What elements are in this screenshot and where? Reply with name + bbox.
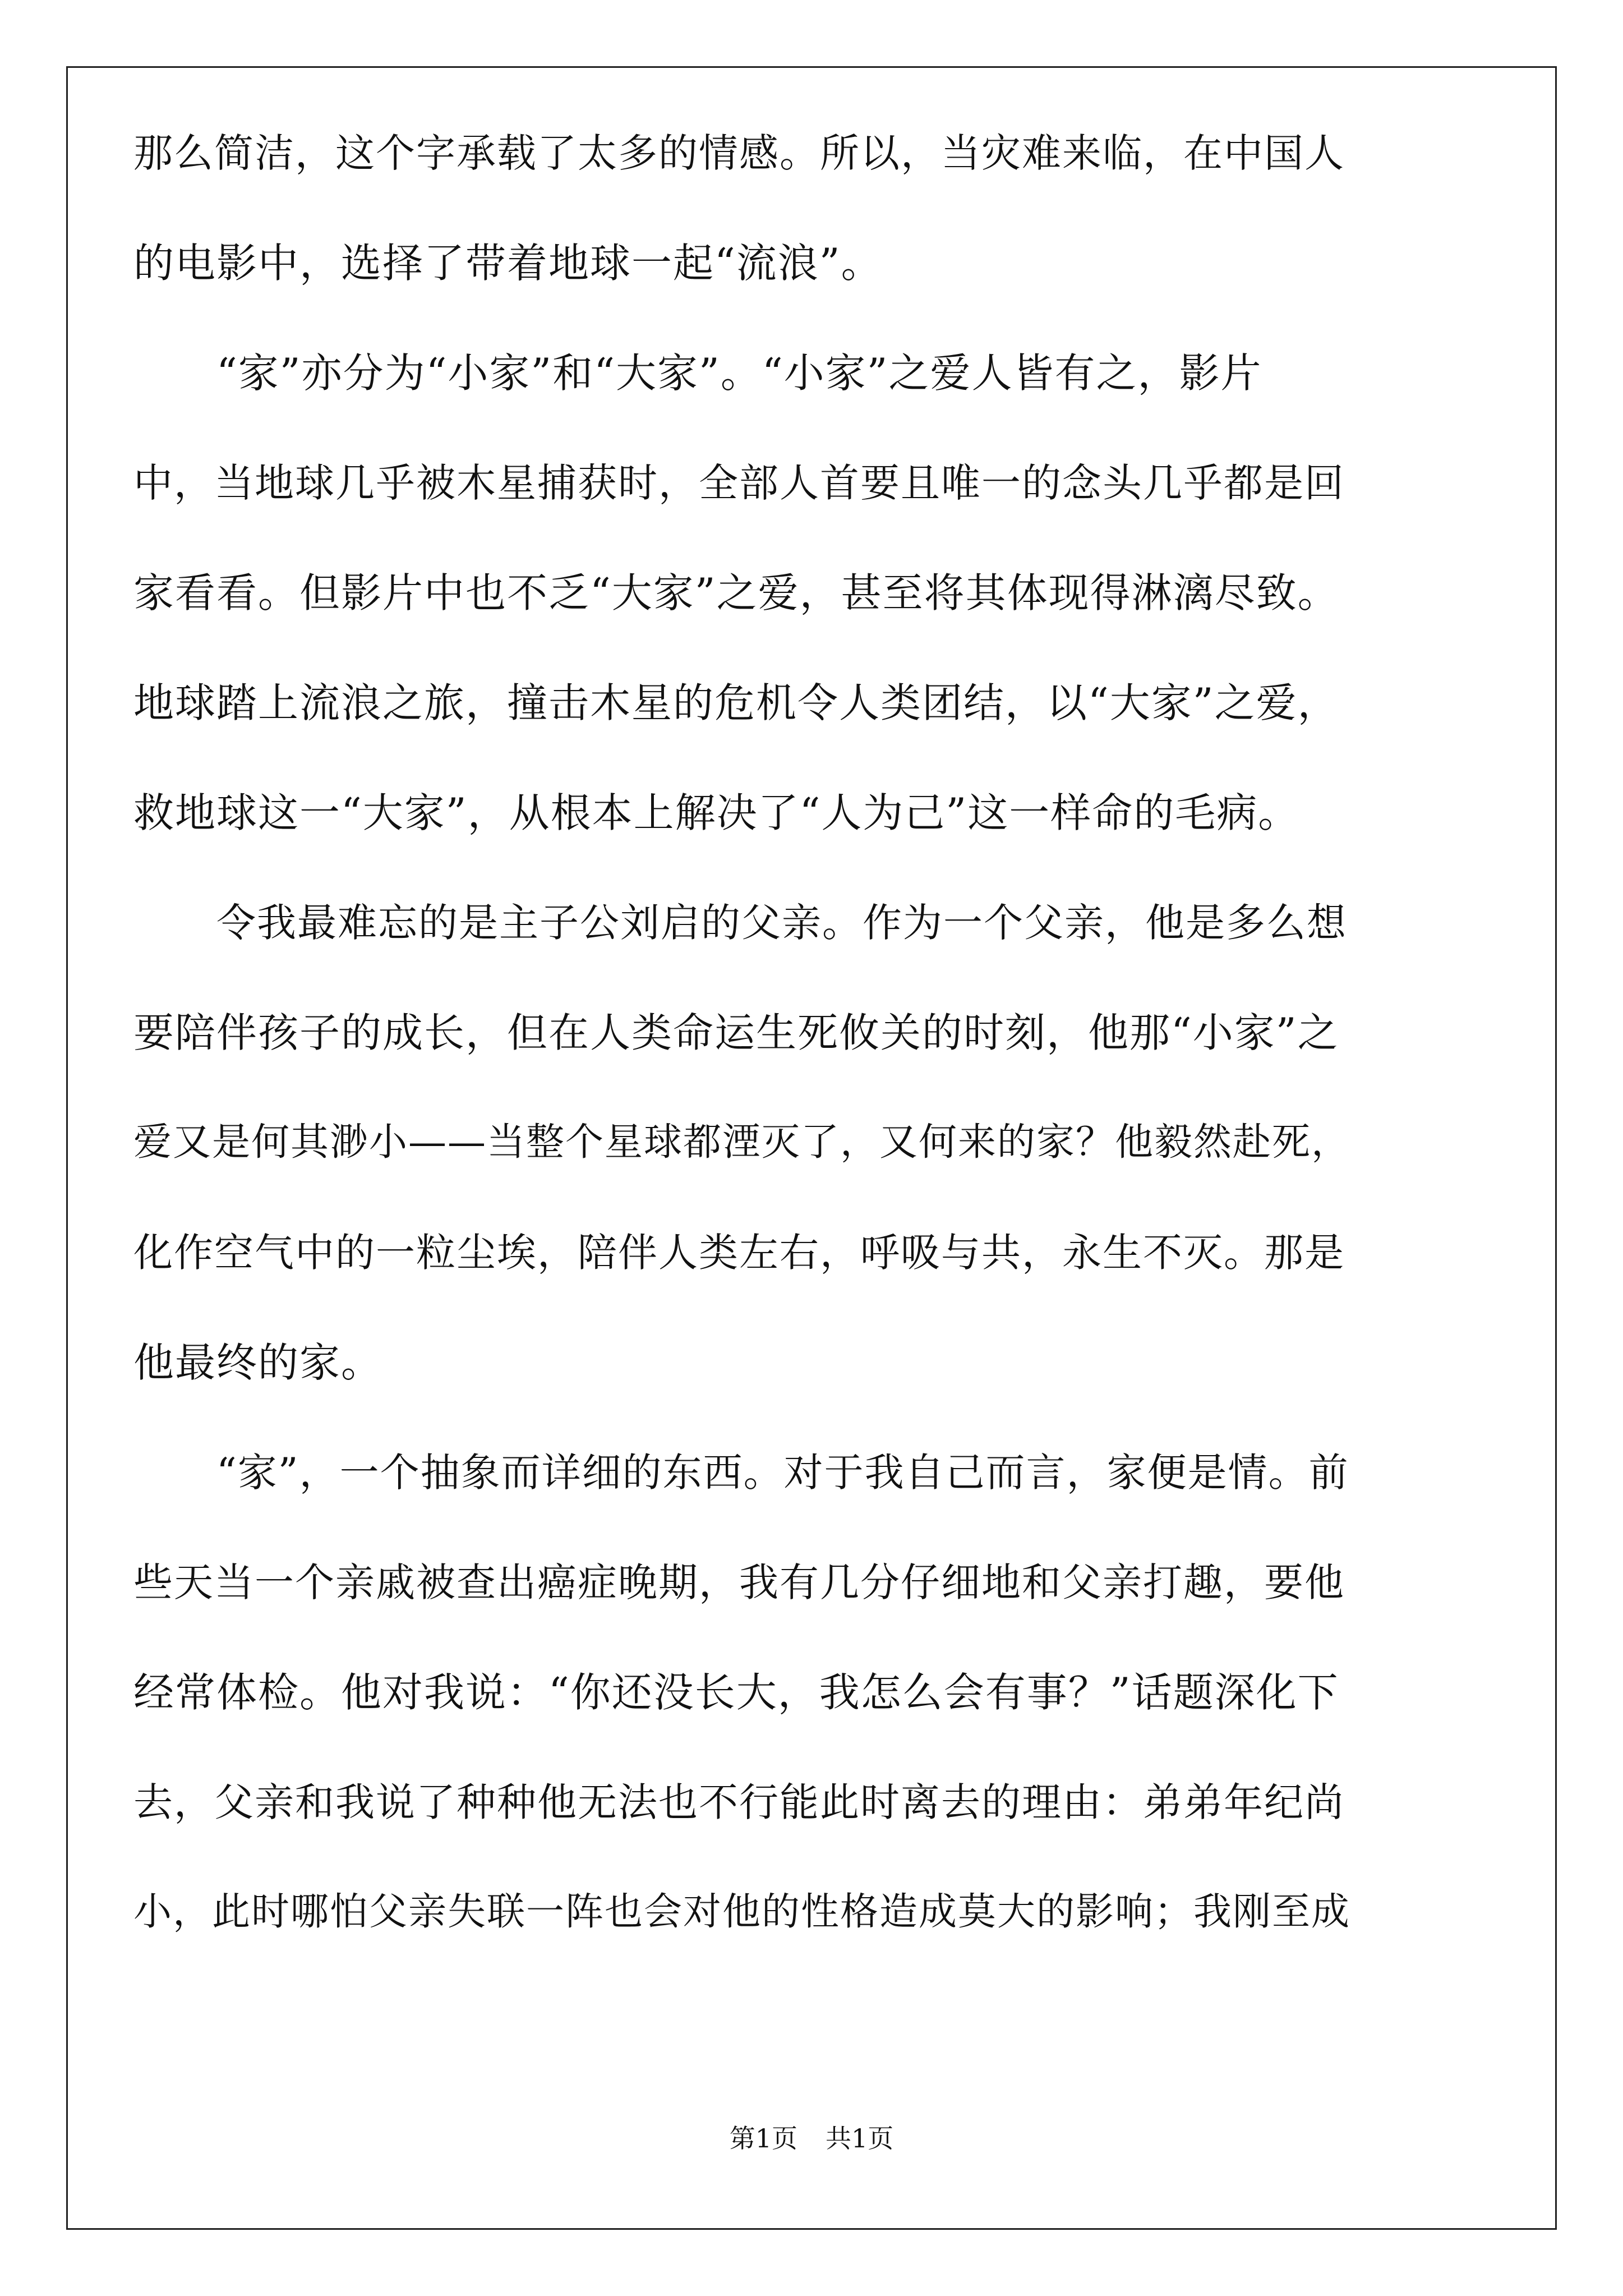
text-line: 去，父亲和我说了种种他无法也不行能此时离去的理由：弟弟年纪尚 — [133, 1779, 1345, 1825]
text-line: 那么简洁，这个字承载了太多的情感。所以，当灾难来临，在中国人 — [133, 130, 1345, 176]
text-line: “家”亦分为“小家”和“大家”。“小家”之爱人皆有之，影片 — [216, 349, 1262, 397]
text-line: 他最终的家。 — [133, 1339, 383, 1386]
text-line: 家看看。但影片中也不乏“大家”之爱，甚至将其体现得淋漓尽致。 — [133, 569, 1339, 616]
text-line: 爱又是何其渺小——当整个星球都湮灭了，又何来的家？他毅然赴死， — [133, 1120, 1351, 1165]
text-line: 要陪伴孩子的成长，但在人类命运生死攸关的时刻，他那“小家”之 — [133, 1009, 1339, 1056]
text-block — [133, 98, 1356, 1967]
text-line: 地球踏上流浪之旅，撞击木星的危机令人类团结，以“大家”之爱， — [133, 679, 1339, 726]
text-line: 令我最难忘的是主子公刘启的父亲。作为一个父亲，他是多么想 — [216, 900, 1347, 946]
page-number: 第1页 — [729, 2123, 797, 2154]
text-line: “家”，一个抽象而详细的东西。对于我自己而言，家便是情。前 — [216, 1450, 1349, 1496]
text-line: 些天当一个亲戚被查出癌症晚期，我有几分仔细地和父亲打趣，要他 — [133, 1559, 1345, 1605]
text-line: 经常体检。他对我说：“你还没长大，我怎么会有事？”话题深化下 — [133, 1669, 1339, 1716]
page-footer — [0, 2122, 1623, 2155]
text-line: 的电影中，选择了带着地球一起“流浪”。 — [133, 240, 883, 287]
document-body — [133, 98, 1356, 1967]
text-line: 救地球这一“大家”，从根本上解决了“人为己”这一样命的毛病。 — [133, 789, 1300, 836]
page-total: 共1页 — [826, 2123, 894, 2154]
text-line: 小，此时哪怕父亲失联一阵也会对他的性格造成莫大的影响；我刚至成 — [133, 1890, 1351, 1934]
text-line: 化作空气中的一粒尘埃，陪伴人类左右，呼吸与共，永生不灭。那是 — [133, 1230, 1345, 1276]
text-line: 中，当地球几乎被木星捕获时，全部人首要且唯一的念头几乎都是回 — [133, 460, 1345, 506]
